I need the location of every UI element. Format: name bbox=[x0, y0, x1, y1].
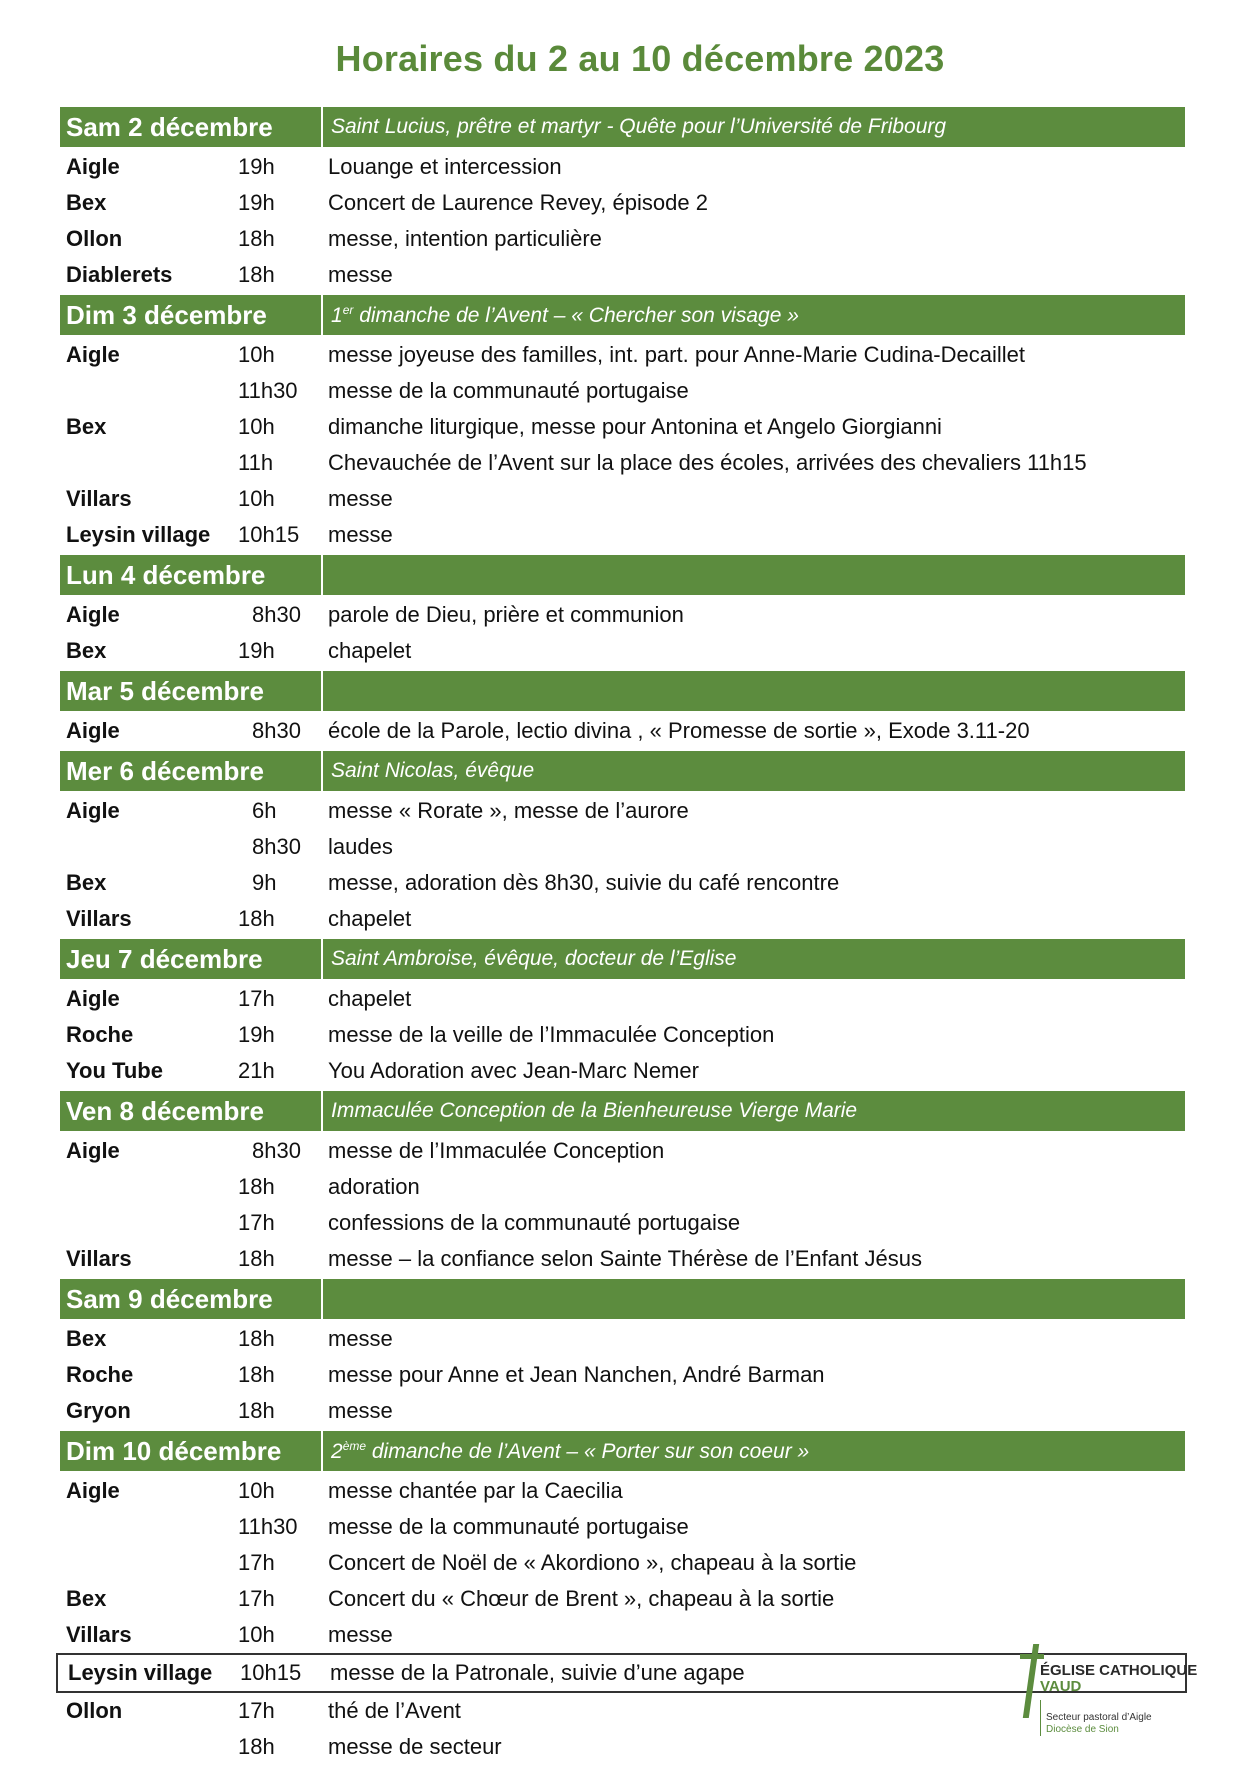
logo-line-1: ÉGLISE CATHOLIQUE bbox=[1040, 1662, 1198, 1679]
day-name: Sam 9 décembre bbox=[60, 1279, 323, 1319]
time: 18h bbox=[238, 1398, 275, 1423]
day-name: Sam 2 décembre bbox=[60, 107, 323, 147]
schedule-row bbox=[60, 1393, 1185, 1429]
location: Aigle bbox=[66, 986, 120, 1011]
saint-ordinal-suffix: er bbox=[342, 302, 354, 317]
time: 18h bbox=[238, 1326, 275, 1351]
time: 19h bbox=[238, 638, 275, 663]
schedule-table bbox=[60, 105, 1185, 1765]
time: 8h30 bbox=[252, 1138, 301, 1163]
location: Villars bbox=[66, 1622, 132, 1647]
time: 18h bbox=[238, 262, 275, 287]
time: 10h bbox=[238, 1478, 275, 1503]
day-name: Lun 4 décembre bbox=[60, 555, 323, 595]
location: Roche bbox=[66, 1022, 134, 1047]
schedule-row bbox=[60, 185, 1185, 221]
schedule-row bbox=[60, 1729, 1185, 1765]
schedule-row bbox=[60, 1053, 1185, 1089]
description: messe, intention particulière bbox=[328, 226, 602, 251]
schedule-row bbox=[60, 1693, 1185, 1729]
schedule-row bbox=[60, 1581, 1185, 1617]
day-saint bbox=[323, 303, 799, 328]
cross-bar bbox=[1020, 1654, 1044, 1659]
description: laudes bbox=[328, 834, 393, 859]
day-saint: Saint Ambroise, évêque, docteur de l’Eglise bbox=[331, 947, 737, 970]
location: Leysin village bbox=[66, 522, 211, 547]
time: 18h bbox=[238, 1174, 275, 1199]
schedule-row bbox=[60, 1169, 1185, 1205]
description: messe – la confiance selon Sainte Thérèse de l’Enfant Jésus bbox=[328, 1246, 922, 1271]
location: Aigle bbox=[66, 718, 120, 743]
description: thé de l’Avent bbox=[328, 1698, 461, 1723]
description: messe chantée par la Caecilia bbox=[328, 1478, 623, 1503]
day-name: Ven 8 décembre bbox=[60, 1091, 323, 1131]
description: Concert de Laurence Revey, épisode 2 bbox=[328, 190, 708, 215]
description: messe de secteur bbox=[328, 1734, 502, 1759]
day-header bbox=[60, 107, 1185, 147]
description: Chevauchée de l’Avent sur la place des écoles, arrivées des chevaliers 11h15 bbox=[328, 450, 1087, 475]
description: Concert de Noël de « Akordiono », chapeau à la sortie bbox=[328, 1550, 857, 1575]
description: Concert du « Chœur de Brent », chapeau à la sortie bbox=[328, 1586, 835, 1611]
description: messe bbox=[328, 522, 393, 547]
time: 17h bbox=[238, 1210, 275, 1235]
schedule-row bbox=[60, 1321, 1185, 1357]
day-header bbox=[60, 671, 1185, 711]
saint-ordinal: 1 bbox=[331, 303, 343, 327]
time: 10h bbox=[238, 486, 275, 511]
schedule-row bbox=[60, 1241, 1185, 1277]
day-saint bbox=[323, 1439, 809, 1464]
day-header bbox=[60, 1431, 1185, 1471]
page-title: Horaires du 2 au 10 décembre 2023 bbox=[335, 38, 945, 79]
day-header bbox=[60, 751, 1185, 791]
time: 11h bbox=[238, 450, 274, 475]
time: 9h bbox=[252, 870, 277, 895]
time: 18h bbox=[238, 226, 275, 251]
description: messe de la communauté portugaise bbox=[328, 1514, 689, 1539]
schedule-row bbox=[60, 373, 1185, 409]
location: Ollon bbox=[66, 1698, 123, 1723]
day-header bbox=[60, 1279, 1185, 1319]
description: messe bbox=[328, 1622, 393, 1647]
day-header bbox=[60, 1091, 1185, 1131]
saint-text: dimanche de l’Avent – « Chercher son visage » bbox=[353, 303, 799, 327]
time: 11h30 bbox=[238, 1514, 298, 1539]
location: Aigle bbox=[66, 1478, 120, 1503]
description: confessions de la communauté portugaise bbox=[328, 1210, 741, 1235]
schedule-row bbox=[60, 445, 1185, 481]
description: messe, adoration dès 8h30, suivie du café rencontre bbox=[328, 870, 840, 895]
description: messe bbox=[328, 486, 393, 511]
day-saint: Saint Lucius, prêtre et martyr - Quête pour l’Université de Fribourg bbox=[331, 115, 947, 138]
day-name: Mer 6 décembre bbox=[60, 751, 323, 791]
time: 18h bbox=[238, 906, 275, 931]
description: messe « Rorate », messe de l’aurore bbox=[328, 798, 689, 823]
schedule-row bbox=[60, 337, 1185, 373]
saint-ordinal-suffix: ème bbox=[342, 1438, 367, 1453]
time: 19h bbox=[238, 154, 275, 179]
location: Diablerets bbox=[66, 262, 173, 287]
description: Louange et intercession bbox=[328, 154, 562, 179]
location: Ollon bbox=[66, 226, 123, 251]
time: 19h bbox=[238, 1022, 275, 1047]
location: Bex bbox=[66, 414, 107, 439]
location: You Tube bbox=[66, 1058, 163, 1083]
location: Aigle bbox=[66, 602, 120, 627]
location: Roche bbox=[66, 1362, 134, 1387]
schedule-row bbox=[60, 517, 1185, 553]
time: 21h bbox=[238, 1058, 275, 1083]
logo-line-2: VAUD bbox=[1040, 1678, 1082, 1695]
schedule-row bbox=[60, 481, 1185, 517]
description: messe bbox=[328, 1398, 393, 1423]
schedule-row bbox=[60, 149, 1185, 185]
day-header bbox=[60, 939, 1185, 979]
location: Bex bbox=[66, 638, 107, 663]
description: dimanche liturgique, messe pour Antonina et Angelo Giorgianni bbox=[328, 414, 942, 439]
day-name: Jeu 7 décembre bbox=[60, 939, 323, 979]
schedule-row bbox=[60, 713, 1185, 749]
description: chapelet bbox=[328, 906, 412, 931]
location: Gryon bbox=[66, 1398, 131, 1423]
day-name: Dim 3 décembre bbox=[60, 295, 323, 335]
schedule-row bbox=[60, 1545, 1185, 1581]
schedule-row bbox=[60, 597, 1185, 633]
time: 8h30 bbox=[252, 834, 301, 859]
day-header bbox=[60, 555, 1185, 595]
description: messe de la Patronale, suivie d’une agape bbox=[330, 1660, 745, 1685]
description: You Adoration avec Jean-Marc Nemer bbox=[328, 1058, 699, 1083]
schedule-row bbox=[60, 257, 1185, 293]
schedule-row bbox=[60, 1133, 1185, 1169]
location: Bex bbox=[66, 190, 107, 215]
time: 8h30 bbox=[252, 602, 301, 627]
description: messe joyeuse des familles, int. part. pour Anne-Marie Cudina-Decaillet bbox=[328, 342, 1025, 367]
time: 18h bbox=[238, 1362, 275, 1387]
saint-text: dimanche de l’Avent – « Porter sur son coeur » bbox=[366, 1439, 810, 1463]
schedule-row bbox=[60, 901, 1185, 937]
time: 17h bbox=[238, 1586, 275, 1611]
time: 18h bbox=[238, 1246, 275, 1271]
schedule-row bbox=[60, 221, 1185, 257]
schedule-row bbox=[60, 829, 1185, 865]
diocese-logo bbox=[1018, 1640, 1208, 1740]
location: Aigle bbox=[66, 342, 120, 367]
schedule-row bbox=[60, 1473, 1185, 1509]
time: 10h bbox=[238, 342, 275, 367]
description: messe bbox=[328, 1326, 393, 1351]
location: Villars bbox=[66, 1246, 132, 1271]
schedule-row bbox=[60, 981, 1185, 1017]
saint-ordinal: 2 bbox=[331, 1439, 343, 1463]
description: chapelet bbox=[328, 638, 412, 663]
description: parole de Dieu, prière et communion bbox=[328, 602, 684, 627]
time: 17h bbox=[238, 1550, 275, 1575]
description: messe pour Anne et Jean Nanchen, André Barman bbox=[328, 1362, 825, 1387]
time: 17h bbox=[238, 1698, 275, 1723]
description: adoration bbox=[328, 1174, 420, 1199]
location: Villars bbox=[66, 486, 132, 511]
location: Bex bbox=[66, 1586, 107, 1611]
logo-line-3: Secteur pastoral d’Aigle bbox=[1046, 1712, 1152, 1723]
logo-line-4: Diocèse de Sion bbox=[1046, 1724, 1119, 1735]
schedule-row bbox=[60, 633, 1185, 669]
time: 10h15 bbox=[238, 522, 300, 547]
location: Bex bbox=[66, 1326, 107, 1351]
location: Leysin village bbox=[68, 1660, 213, 1685]
schedule-row bbox=[60, 865, 1185, 901]
description: messe de l’Immaculée Conception bbox=[328, 1138, 665, 1163]
day-name: Mar 5 décembre bbox=[60, 671, 323, 711]
location: Bex bbox=[66, 870, 107, 895]
schedule-row bbox=[60, 1205, 1185, 1241]
time: 19h bbox=[238, 190, 275, 215]
time: 10h15 bbox=[240, 1660, 302, 1685]
time: 6h bbox=[252, 798, 277, 823]
day-header bbox=[60, 295, 1185, 335]
schedule-row bbox=[60, 1617, 1185, 1653]
description: chapelet bbox=[328, 986, 412, 1011]
schedule-row bbox=[60, 1017, 1185, 1053]
time: 10h bbox=[238, 1622, 275, 1647]
description: messe de la communauté portugaise bbox=[328, 378, 689, 403]
time: 10h bbox=[238, 414, 275, 439]
time: 17h bbox=[238, 986, 275, 1011]
description: école de la Parole, lectio divina , « Promesse de sortie », Exode 3.11-20 bbox=[328, 718, 1030, 743]
description: messe de la veille de l’Immaculée Conception bbox=[328, 1022, 775, 1047]
description: messe bbox=[328, 262, 393, 287]
location: Villars bbox=[66, 906, 132, 931]
schedule-row bbox=[60, 793, 1185, 829]
schedule-row bbox=[60, 1509, 1185, 1545]
schedule-row bbox=[60, 1357, 1185, 1393]
day-saint: Immaculée Conception de la Bienheureuse Vierge Marie bbox=[331, 1099, 858, 1122]
time: 8h30 bbox=[252, 718, 301, 743]
day-saint: Saint Nicolas, évêque bbox=[331, 759, 535, 782]
location: Aigle bbox=[66, 154, 120, 179]
time: 18h bbox=[238, 1734, 275, 1759]
day-name: Dim 10 décembre bbox=[60, 1431, 323, 1471]
logo-separator bbox=[1040, 1700, 1041, 1736]
time: 11h30 bbox=[238, 378, 298, 403]
location: Aigle bbox=[66, 1138, 120, 1163]
location: Aigle bbox=[66, 798, 120, 823]
schedule-row bbox=[60, 409, 1185, 445]
